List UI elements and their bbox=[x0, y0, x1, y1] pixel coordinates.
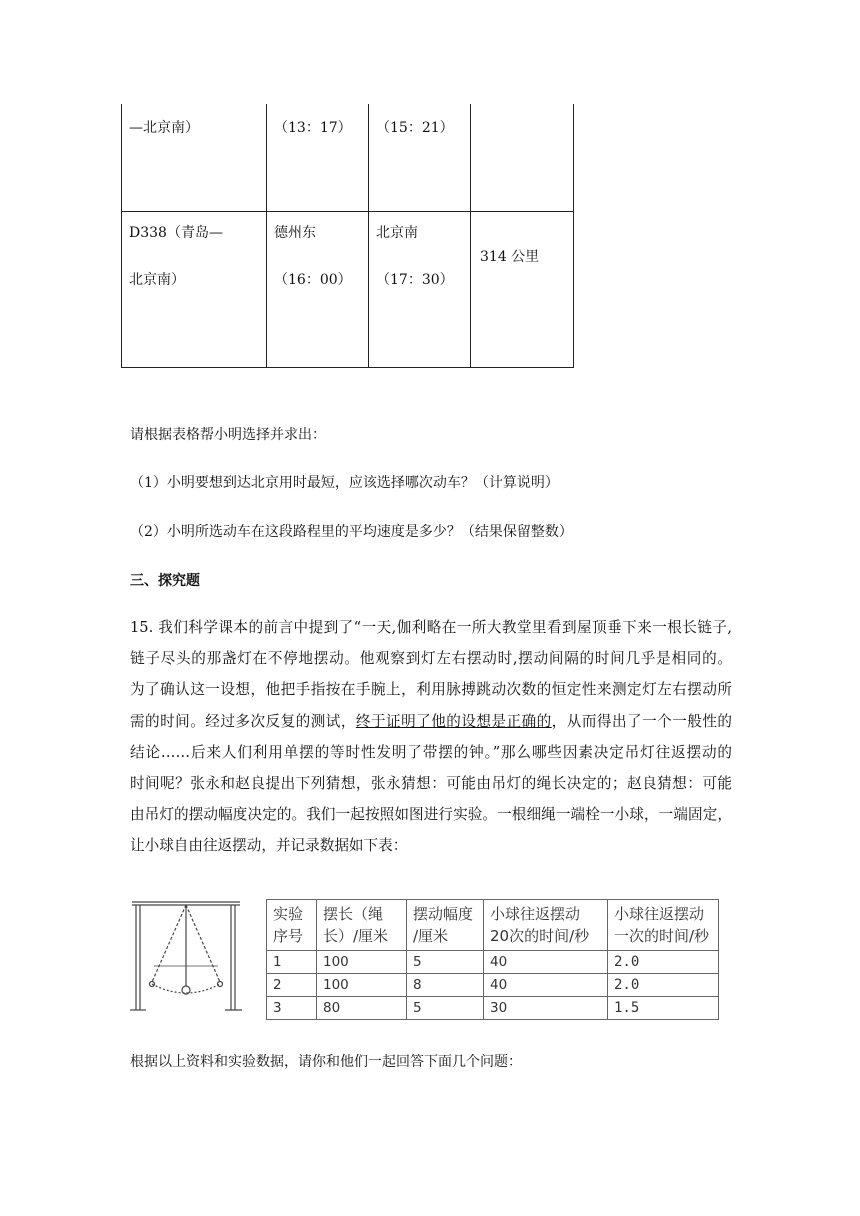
table-header: 实验 序号 bbox=[267, 900, 317, 951]
table-cell: 40 bbox=[484, 974, 608, 997]
table-row bbox=[267, 974, 719, 997]
table-cell: 40 bbox=[484, 951, 608, 974]
table-cell: 北京南） bbox=[129, 272, 185, 288]
table-border-right bbox=[573, 104, 574, 368]
table-divider bbox=[266, 104, 267, 368]
table-cell: 2.0 bbox=[608, 951, 719, 974]
text-line: 为了确认这一设想，他把手指按在手腕上，利用脉搏跳动次数的恒定性来测定灯左右摆动所 bbox=[130, 681, 732, 699]
table-cell: 314 公里 bbox=[480, 249, 540, 265]
pendulum-apparatus-icon bbox=[130, 898, 242, 1018]
text-line: 链子尽头的那盏灯在不停地摆动。他观察到灯左右摆动时,摆动间隔的时间几乎是相同的。 bbox=[130, 650, 732, 668]
table-cell: 100 bbox=[317, 974, 407, 997]
table-cell: 2 bbox=[267, 974, 317, 997]
table-cell: 8 bbox=[407, 974, 484, 997]
table-row bbox=[267, 951, 719, 974]
table-divider bbox=[368, 104, 369, 368]
table-cell: 30 bbox=[484, 997, 608, 1020]
table-cell: （16：00） bbox=[274, 272, 352, 288]
table-cell: 1.5 bbox=[608, 997, 719, 1020]
table-cell: D338（青岛— bbox=[129, 225, 223, 241]
table-cell: 80 bbox=[317, 997, 407, 1020]
table-border-bottom bbox=[121, 367, 574, 368]
table-row bbox=[267, 997, 719, 1020]
table-cell: 5 bbox=[407, 997, 484, 1020]
table-divider bbox=[470, 104, 471, 368]
table-border-left bbox=[121, 104, 122, 368]
table-cell: （13：17） bbox=[274, 120, 352, 136]
table-cell: 北京南 bbox=[376, 225, 418, 241]
text-line: 由吊灯的摆动幅度决定的。我们一起按照如图进行实验。一根细绳一端栓一小球，一端固定， bbox=[130, 806, 732, 824]
table-cell: 2.0 bbox=[608, 974, 719, 997]
table-row-divider bbox=[121, 211, 574, 212]
text-line: 15. 我们科学课本的前言中提到了“一天,伽利略在一所大教堂里看到屋顶垂下来一根长链子, bbox=[130, 619, 732, 636]
pendulum-figure bbox=[130, 898, 242, 1018]
text-line bbox=[130, 706, 732, 737]
table-cell: 100 bbox=[317, 951, 407, 974]
question-1: （1）小明要想到达北京用时最短，应该选择哪次动车？（计算说明） bbox=[130, 475, 559, 491]
table-cell: 5 bbox=[407, 951, 484, 974]
text-segment: ，从而得出了一个一般性的 bbox=[551, 712, 732, 730]
instruction-text: 请根据表格帮小明选择并求出： bbox=[130, 427, 326, 443]
question-2: （2）小明所选动车在这段路程里的平均速度是多少？（结果保留整数） bbox=[130, 524, 573, 540]
table-cell: （17：30） bbox=[376, 272, 454, 288]
experiment-table bbox=[266, 899, 719, 1020]
table-header-row bbox=[267, 900, 719, 951]
table-header: 小球往返摆动 一次的时间/秒 bbox=[608, 900, 719, 951]
closing-text: 根据以上资料和实验数据，请你和他们一起回答下面几个问题： bbox=[130, 1054, 522, 1070]
text-line: 让小球自由往返摆动，并记录数据如下表： bbox=[130, 837, 408, 855]
table-cell: —北京南） bbox=[129, 120, 199, 136]
text-line: 结论……后来人们利用单摆的等时性发明了带摆的钟。”那么哪些因素决定吊灯往返摆动的 bbox=[130, 743, 732, 761]
train-timetable bbox=[121, 104, 574, 368]
table-cell: 3 bbox=[267, 997, 317, 1020]
section-heading: 三、探究题 bbox=[130, 573, 200, 589]
text-line: 时间呢？张永和赵良提出下列猜想，张永猜想：可能由吊灯的绳长决定的；赵良猜想：可能 bbox=[130, 775, 732, 793]
table-header: 摆长（绳 长）/厘米 bbox=[317, 900, 407, 951]
underlined-phrase: 终于证明了他的设想是正确的 bbox=[355, 712, 552, 730]
table-cell: （15：21） bbox=[376, 120, 454, 136]
table-header: 小球往返摆动 20次的时间/秒 bbox=[484, 900, 608, 951]
table-cell: 德州东 bbox=[274, 225, 316, 241]
table-header: 摆动幅度 /厘米 bbox=[407, 900, 484, 951]
text-segment: 需的时间。经过多次反复的测试， bbox=[130, 712, 356, 730]
question-15-text bbox=[130, 612, 732, 862]
table-cell: 1 bbox=[267, 951, 317, 974]
